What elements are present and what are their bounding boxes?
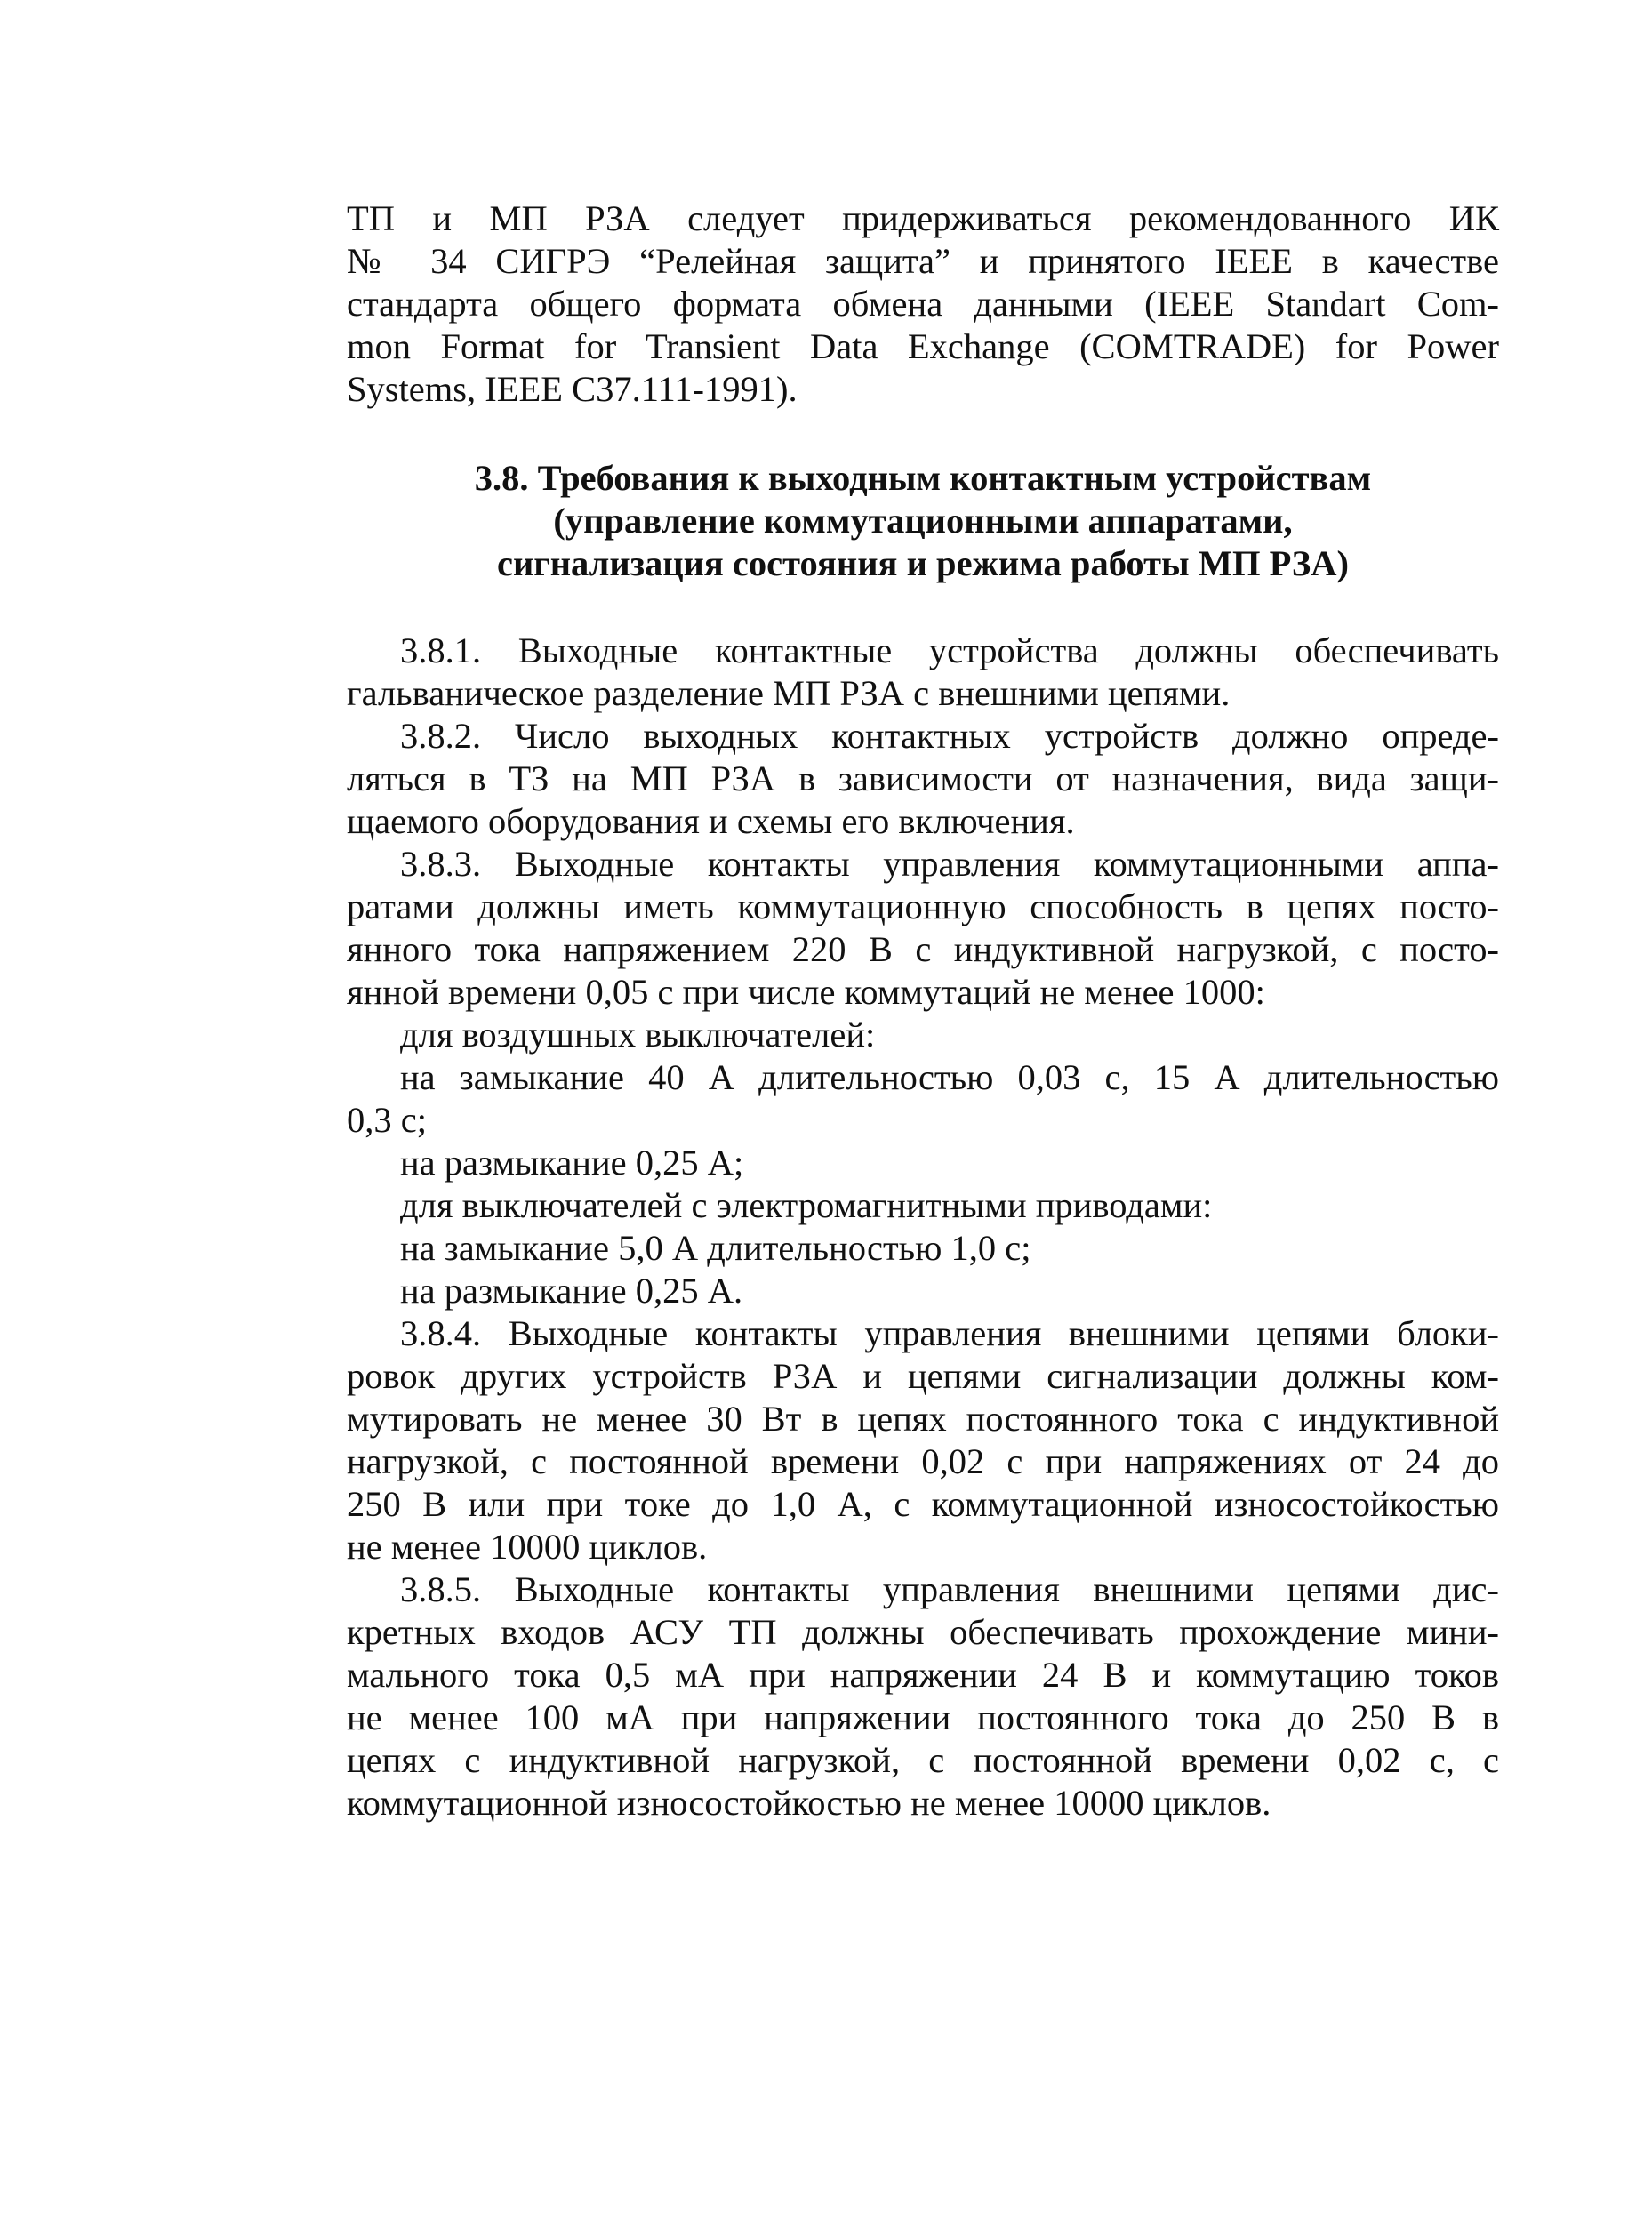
text-line: ровок других устройств РЗА и цепями сигнализации должны ком- [347, 1356, 1499, 1396]
text-line: нагрузкой, с постоянной времени 0,02 с при напряжениях от 24 до [347, 1441, 1499, 1481]
text-line: 0,3 с; [347, 1100, 427, 1140]
air-breakers-label: для воздушных выключателей: [400, 1015, 876, 1055]
text-line: ТП и МП РЗА следует придерживаться рекомендованного ИК [347, 198, 1499, 238]
text-line: не менее 100 мА при напряжении постоянного тока до 250 В в [347, 1697, 1499, 1737]
paragraph-3-8-1 [347, 630, 1499, 715]
text-line: 250 В или при токе до 1,0 А, с коммутационной износостойкостью [347, 1484, 1499, 1524]
intro-paragraph [347, 197, 1499, 411]
text-line: mon Format for Transient Data Exchange (COMTRADE) for Power [347, 326, 1499, 366]
text-line: цепях с индуктивной нагрузкой, с постоянной времени 0,02 с, с [347, 1740, 1499, 1780]
text-line: мального тока 0,5 мА при напряжении 24 В и коммутацию токов [347, 1655, 1499, 1695]
section-heading [347, 457, 1499, 585]
heading-line: (управление коммутационными аппаратами, [553, 501, 1293, 541]
text-line: 3.8.3. Выходные контакты управления коммутационными аппа- [400, 844, 1499, 884]
text-line: 3.8.5. Выходные контакты управления внешними цепями дис- [400, 1569, 1499, 1609]
document-page [347, 197, 1499, 1825]
paragraph-3-8-4 [347, 1312, 1499, 1568]
text-line: 3.8.2. Число выходных контактных устройств должно опреде- [400, 716, 1499, 756]
text-line: Systems, IEEE C37.111-1991). [347, 369, 798, 409]
text-line: гальваническое разделение МП РЗА с внешними цепями. [347, 673, 1231, 713]
text-line: на замыкание 40 А длительностью 0,03 с, 15 А длительностью [400, 1057, 1499, 1097]
air-open-item: на размыкание 0,25 А; [400, 1143, 744, 1183]
text-line: № 34 СИГРЭ “Релейная защита” и принятого IEEE в качестве [347, 241, 1499, 281]
text-line: стандарта общего формата обмена данными (IEEE Standart Com- [347, 284, 1499, 324]
text-line: щаемого оборудования и схемы его включения. [347, 801, 1075, 841]
text-line: мутировать не менее 30 Вт в цепях постоянного тока с индуктивной [347, 1399, 1499, 1439]
text-line: не менее 10000 циклов. [347, 1527, 708, 1567]
text-line: коммутационной износостойкостью не менее 10000 циклов. [347, 1783, 1271, 1823]
em-close-item: на замыкание 5,0 А длительностью 1,0 с; [400, 1228, 1031, 1268]
em-open-item: на размыкание 0,25 А. [400, 1271, 743, 1311]
heading-line: 3.8. Требования к выходным контактным устройствам [474, 458, 1372, 498]
em-breakers-label: для выключателей с электромагнитными приводами: [400, 1185, 1213, 1225]
air-close-item [347, 1056, 1499, 1142]
text-line: кретных входов АСУ ТП должны обеспечивать прохождение мини- [347, 1612, 1499, 1652]
text-line: 3.8.4. Выходные контакты управления внешними цепями блоки- [400, 1313, 1499, 1353]
text-line: янной времени 0,05 с при числе коммутаций не менее 1000: [347, 972, 1265, 1012]
paragraph-3-8-2 [347, 715, 1499, 843]
text-line: янного тока напряжением 220 В с индуктивной нагрузкой, с посто- [347, 929, 1499, 969]
paragraph-3-8-3 [347, 843, 1499, 1014]
text-line: ляться в ТЗ на МП РЗА в зависимости от назначения, вида защи- [347, 758, 1499, 798]
text-line: ратами должны иметь коммутационную способность в цепях посто- [347, 886, 1499, 926]
text-line: 3.8.1. Выходные контактные устройства должны обеспечивать [400, 630, 1499, 670]
paragraph-3-8-5 [347, 1568, 1499, 1825]
heading-line: сигнализация состояния и режима работы МП РЗА) [497, 543, 1349, 583]
